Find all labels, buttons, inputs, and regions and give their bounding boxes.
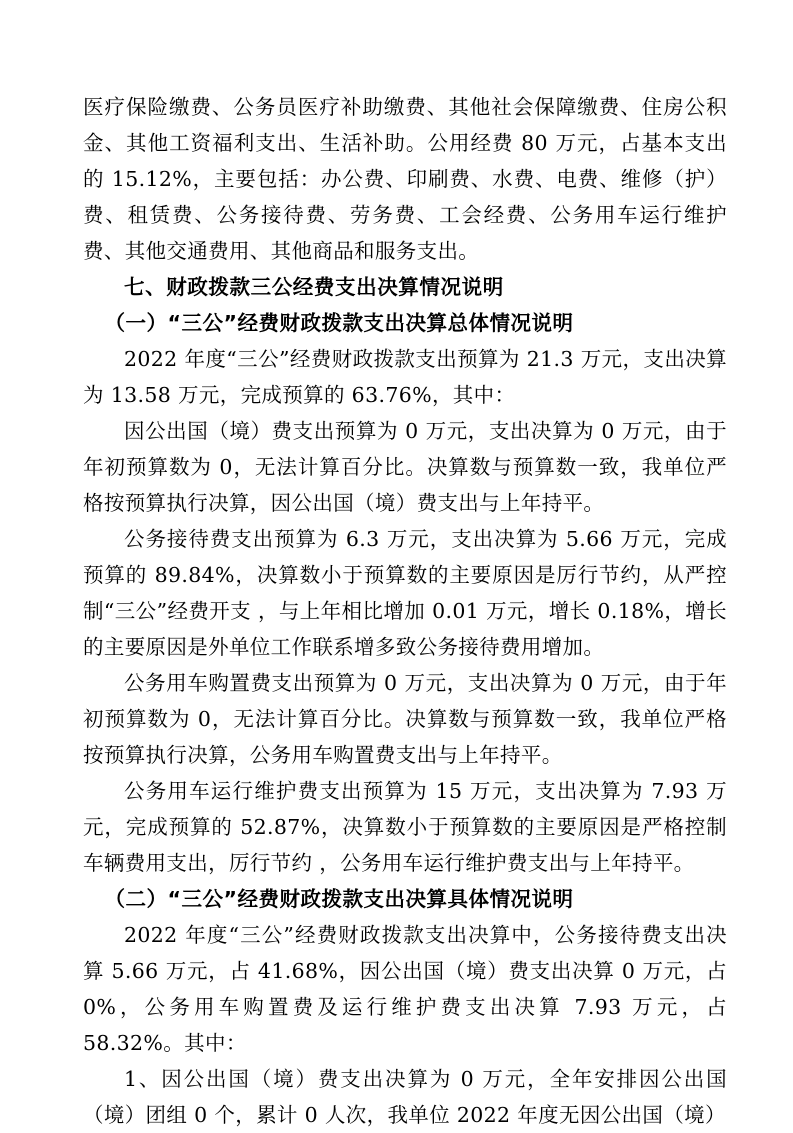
paragraph-vehicle-purchase: 公务用车购置费支出预算为 0 万元，支出决算为 0 万元，由于年初预算数为 0，无法计算百分比。决算数与预算数一致，我单位严格按预算执行决算，公务用车购置费支出与上年持平。: [83, 671, 727, 767]
section-heading-seven: 七、财政拨款三公经费支出决算情况说明: [124, 275, 504, 299]
paragraph-overseas-travel: 因公出国（境）费支出预算为 0 万元，支出决算为 0 万元，由于年初预算数为 0，无法计算百分比。决算数与预算数一致，我单位严格按预算执行决算，因公出国（境）费支出与上年持平。: [83, 419, 727, 515]
subheading-overall: （一）“三公”经费财政拨款支出决算总体情况说明: [104, 311, 574, 335]
paragraph-overall-budget: 2022 年度“三公”经费财政拨款支出预算为 21.3 万元，支出决算为 13.58 万元，完成预算的 63.76%，其中：: [83, 347, 727, 407]
subheading-specific: （二）“三公”经费财政拨款支出决算具体情况说明: [104, 887, 574, 911]
paragraph-item-one: 1、因公出国（境）费支出决算为 0 万元，全年安排因公出国（境）团组 0 个，累计 0 人次，我单位 2022 年度无因公出国（境）: [83, 1067, 727, 1127]
body-text: [83, 89, 727, 1133]
paragraph-specific-breakdown: 2022 年度“三公”经费财政拨款支出决算中，公务接待费支出决算 5.66 万元，占 41.68%，因公出国（境）费支出决算 0 万元，占 0%，公务用车购置费及运行维护费支出决算 7.93 万元，占 58.32%。其中：: [83, 923, 727, 1055]
paragraph-personnel-and-public-funds: 医疗保险缴费、公务员医疗补助缴费、其他社会保障缴费、住房公积金、其他工资福利支出、生活补助。公用经费 80 万元，占基本支出的 15.12%，主要包括：办公费、印刷费、水费、电费、维修（护）费、租赁费、公务接待费、劳务费、工会经费、公务用车运行维护费、其他交通费用、其他商品和服务支出。: [83, 95, 727, 263]
paragraph-reception: 公务接待费支出预算为 6.3 万元，支出决算为 5.66 万元，完成预算的 89.84%，决算数小于预算数的主要原因是厉行节约，从严控制“三公”经费开支 ，与上年相比增加 0.01 万元，增长 0.18%，增长的主要原因是外单位工作联系增多致公务接待费用增加。: [83, 527, 727, 659]
paragraph-vehicle-maintenance: 公务用车运行维护费支出预算为 15 万元，支出决算为 7.93 万元，完成预算的 52.87%，决算数小于预算数的主要原因是严格控制车辆费用支出，厉行节约 ，公务用车运行维护费支出与上年持平。: [83, 779, 727, 875]
